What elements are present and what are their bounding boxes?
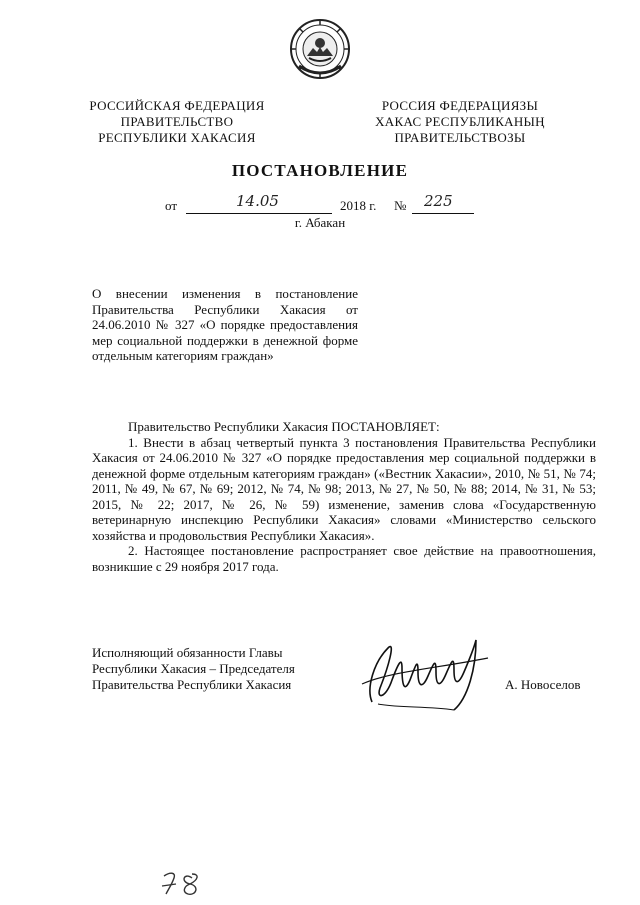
number-handwritten: 225 — [424, 192, 453, 210]
body-intro: Правительство Республики Хакасия ПОСТАНОВЛЯЕТ: — [128, 419, 440, 434]
header-left — [82, 98, 272, 146]
date-handwritten: 14.05 — [236, 192, 279, 210]
city-label: г. Абакан — [294, 215, 346, 230]
handwritten-signature — [358, 628, 493, 718]
signer-position-line-2: Республики Хакасия – Председателя — [92, 661, 295, 676]
date-year: 2018 г. — [340, 198, 377, 213]
header-right — [360, 98, 560, 146]
header-right-line-2: ХАКАС РЕСПУБЛИКАНЫҢ — [375, 114, 545, 129]
coat-of-arms-emblem — [289, 18, 351, 80]
signer-position-line-3: Правительства Республики Хакасия — [92, 677, 292, 692]
handwritten-note — [160, 868, 220, 898]
body-item-2: 2. Настоящее постановление распространяет свое действие на правоотношения, возникшие с 29 ноября 2017 года. — [92, 543, 596, 574]
header-left-line-3: РЕСПУБЛИКИ ХАКАСИЯ — [98, 130, 256, 145]
date-underline — [186, 213, 332, 214]
number-label: № — [394, 198, 407, 213]
signer-name: А. Новоселов — [505, 677, 581, 692]
date-from-label: от — [165, 198, 178, 213]
number-underline — [412, 213, 474, 214]
signer-position-line-1: Исполняющий обязанности Главы — [92, 645, 283, 660]
body-item-1: 1. Внести в абзац четвертый пункта 3 постановления Правительства Республики Хакасия от 24.06.2010 № 327 «О порядке предоставления мер социальной поддержки в денежной форме отдельным категориям граждан» («Вестник Хакасии», 2010, № 51, № 74; 2011, № 49, № 67, № 69; 2012, № 74, № 98; 2013, № 27, № 50, № 88; 2014, № 31, № 53; 2015, № 22; 2017, № 26, № 59) изменение, заменив слова «Государственную ветеринарную инспекцию Республики Хакасия» словами «Министерство сельского хозяйства и продовольствия Республики Хакасия». — [92, 434, 596, 543]
header-left-line-1: РОССИЙСКАЯ ФЕДЕРАЦИЯ — [89, 98, 265, 113]
document-title: ПОСТАНОВЛЕНИЕ — [231, 161, 409, 180]
document-subject: О внесении изменения в постановление Правительства Республики Хакасия от 24.06.2010 № 327 «О порядке предоставления мер социальной поддержки в денежной форме отдельным категориям граждан» — [92, 286, 358, 363]
header-right-line-1: РОССИЯ ФЕДЕРАЦИЯЗЫ — [381, 98, 539, 113]
document-body — [92, 419, 596, 574]
header-right-line-3: ПРАВИТЕЛЬСТВОЗЫ — [394, 130, 526, 145]
header-left-line-2: ПРАВИТЕЛЬСТВО — [120, 114, 234, 129]
signer-position — [92, 645, 295, 693]
